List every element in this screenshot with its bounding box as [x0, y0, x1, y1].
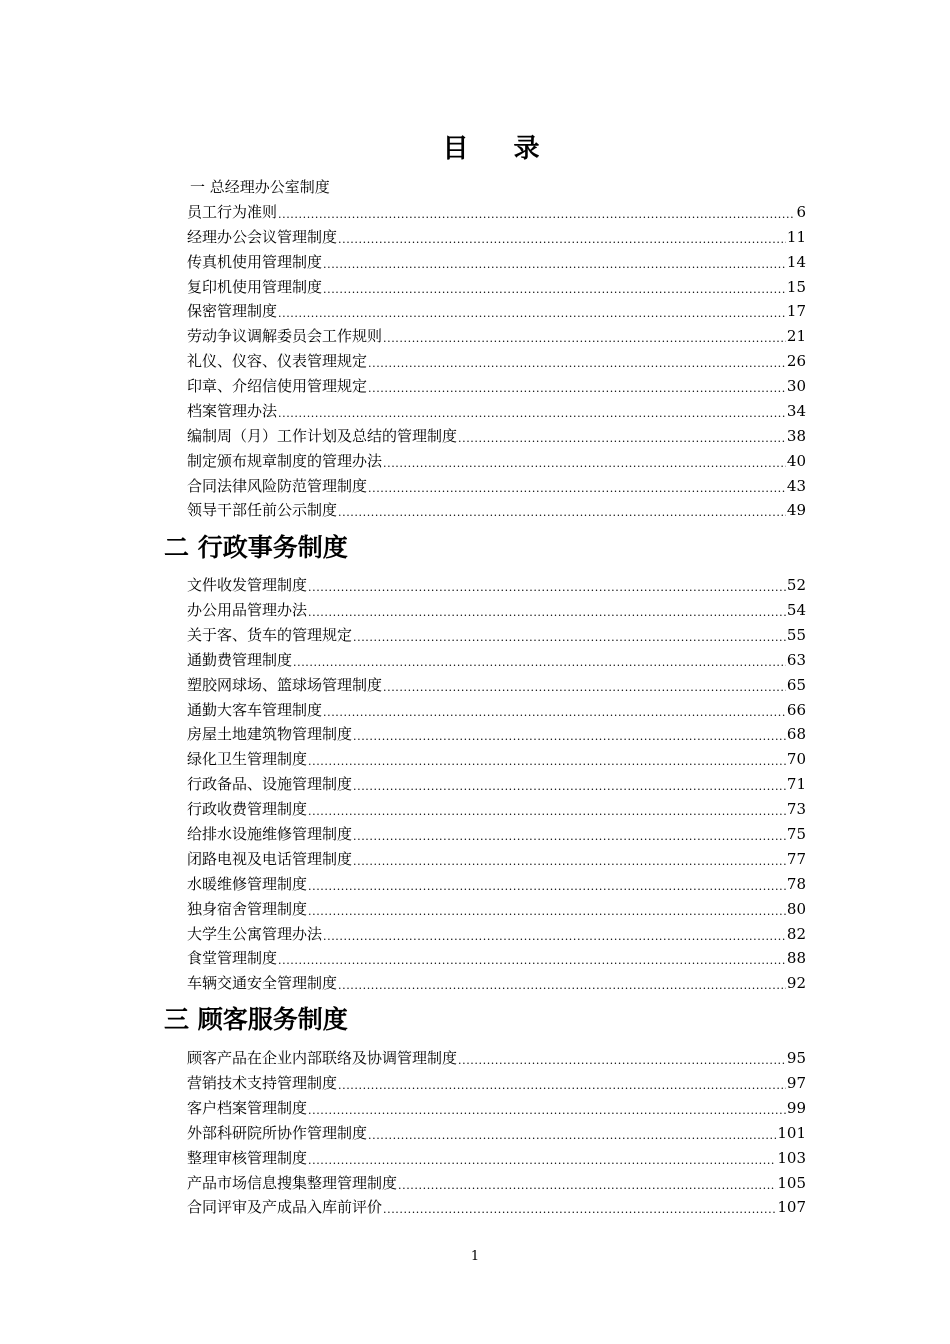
toc-entry-page: 52: [786, 576, 806, 594]
toc-entry[interactable]: [187, 847, 806, 869]
dot-leader: [368, 376, 786, 396]
toc-entry-label: 办公用品管理办法: [187, 601, 308, 619]
toc-entry-label: 制定颁布规章制度的管理办法: [187, 452, 383, 470]
toc-entry[interactable]: [187, 772, 806, 794]
toc-entry[interactable]: [187, 872, 806, 894]
toc-entry[interactable]: [187, 399, 806, 421]
toc-entry[interactable]: [187, 424, 806, 446]
toc-entry-label: 经理办公会议管理制度: [187, 228, 338, 246]
dot-leader: [383, 326, 786, 346]
toc-entry[interactable]: [187, 449, 806, 471]
toc-entry-label: 印章、介绍信使用管理规定: [187, 377, 368, 395]
dot-leader: [308, 899, 786, 919]
dot-leader: [383, 675, 786, 695]
toc-entry-label: 客户档案管理制度: [187, 1099, 308, 1117]
dot-leader: [368, 1123, 776, 1143]
toc-entry-label: 营销技术支持管理制度: [187, 1074, 338, 1092]
toc-entry[interactable]: [187, 1195, 806, 1217]
toc-entry-page: 30: [786, 377, 806, 395]
toc-entry-page: 82: [786, 925, 806, 943]
toc-entry[interactable]: [187, 1071, 806, 1093]
dot-leader: [368, 351, 786, 371]
toc-entry-label: 食堂管理制度: [187, 949, 278, 967]
dot-leader: [338, 500, 786, 520]
toc-entry[interactable]: [187, 797, 806, 819]
toc-entry-label: 塑胶网球场、篮球场管理制度: [187, 676, 383, 694]
toc-entry-label: 劳动争议调解委员会工作规则: [187, 327, 383, 345]
dot-leader: [308, 799, 786, 819]
toc-entry-label: 档案管理办法: [187, 402, 278, 420]
toc-entry-page: 49: [786, 501, 806, 519]
toc-entry-page: 80: [786, 900, 806, 918]
toc-entry-page: 63: [786, 651, 806, 669]
toc-entry-page: 65: [786, 676, 806, 694]
dot-leader: [353, 849, 786, 869]
toc-entry[interactable]: [187, 971, 806, 993]
toc-entry-label: 合同评审及产成品入库前评价: [187, 1198, 383, 1216]
toc-entry[interactable]: [187, 225, 806, 247]
toc-entry-page: 38: [786, 427, 806, 445]
dot-leader: [308, 600, 786, 620]
section-heading-2: 二 行政事务制度: [164, 533, 348, 562]
toc-entry-page: 78: [786, 875, 806, 893]
toc-entry-label: 通勤大客车管理制度: [187, 701, 323, 719]
toc-entry-page: 15: [786, 278, 806, 296]
toc-entry[interactable]: [187, 498, 806, 520]
toc-entry-page: 88: [786, 949, 806, 967]
toc-entry-label: 车辆交通安全管理制度: [187, 974, 338, 992]
toc-entry-page: 6: [796, 203, 806, 221]
toc-entry-page: 92: [786, 974, 806, 992]
dot-leader: [353, 824, 786, 844]
toc-entry-page: 66: [786, 701, 806, 719]
toc-entry[interactable]: [187, 250, 806, 272]
toc-entry-page: 11: [786, 228, 806, 246]
dot-leader: [338, 973, 786, 993]
toc-entry-label: 合同法律风险防范管理制度: [187, 477, 368, 495]
dot-leader: [308, 1148, 776, 1168]
dot-leader: [278, 948, 786, 968]
dot-leader: [308, 749, 786, 769]
toc-entry[interactable]: [187, 324, 806, 346]
toc-entry[interactable]: [187, 200, 806, 222]
toc-entry-label: 复印机使用管理制度: [187, 278, 323, 296]
dot-leader: [323, 924, 786, 944]
section-heading-3: 三 顾客服务制度: [164, 1005, 348, 1034]
toc-entry[interactable]: [187, 299, 806, 321]
toc-entry[interactable]: [187, 598, 806, 620]
dot-leader: [353, 625, 786, 645]
toc-entry-page: 75: [786, 825, 806, 843]
toc-entry-page: 14: [786, 253, 806, 271]
dot-leader: [383, 451, 786, 471]
toc-entry-label: 礼仪、仪容、仪表管理规定: [187, 352, 368, 370]
toc-entry-page: 107: [777, 1198, 806, 1216]
toc-entry[interactable]: [187, 474, 806, 496]
toc-entry-page: 17: [786, 302, 806, 320]
toc-entry-label: 传真机使用管理制度: [187, 253, 323, 271]
dot-leader: [308, 575, 786, 595]
toc-entry-label: 水暖维修管理制度: [187, 875, 308, 893]
toc-entry[interactable]: [187, 1171, 806, 1193]
dot-leader: [323, 700, 786, 720]
dot-leader: [353, 774, 786, 794]
toc-entry[interactable]: [187, 374, 806, 396]
toc-entry-page: 68: [786, 725, 806, 743]
toc-entry-page: 21: [786, 327, 806, 345]
toc-entry-label: 行政备品、设施管理制度: [187, 775, 353, 793]
toc-entry-page: 99: [786, 1099, 806, 1117]
toc-entry-label: 房屋土地建筑物管理制度: [187, 725, 353, 743]
toc-entry-label: 给排水设施维修管理制度: [187, 825, 353, 843]
toc-entry[interactable]: [187, 747, 806, 769]
dot-leader: [398, 1173, 776, 1193]
toc-entry-label: 行政收费管理制度: [187, 800, 308, 818]
dot-leader: [383, 1197, 776, 1217]
page-number: 1: [470, 1249, 480, 1264]
toc-entry[interactable]: [187, 275, 806, 297]
toc-entry[interactable]: [187, 573, 806, 595]
toc-entry[interactable]: [187, 1046, 806, 1068]
toc-entry-label: 文件收发管理制度: [187, 576, 308, 594]
dot-leader: [368, 476, 786, 496]
toc-entry-page: 34: [786, 402, 806, 420]
dot-leader: [278, 202, 795, 222]
dot-leader: [353, 724, 786, 744]
toc-entry-label: 保密管理制度: [187, 302, 278, 320]
dot-leader: [293, 650, 786, 670]
toc-entry-page: 40: [786, 452, 806, 470]
dot-leader: [338, 227, 786, 247]
toc-entry-page: 101: [777, 1124, 806, 1142]
toc-entry-page: 70: [786, 750, 806, 768]
toc-entry-label: 顾客产品在企业内部联络及协调管理制度: [187, 1049, 458, 1067]
toc-entry-page: 103: [777, 1149, 806, 1167]
dot-leader: [323, 277, 786, 297]
toc-entry-label: 整理审核管理制度: [187, 1149, 308, 1167]
toc-entry[interactable]: [187, 623, 806, 645]
toc-entry-page: 77: [786, 850, 806, 868]
dot-leader: [278, 301, 786, 321]
toc-entry-page: 55: [786, 626, 806, 644]
toc-entry-page: 73: [786, 800, 806, 818]
toc-entry-label: 闭路电视及电话管理制度: [187, 850, 353, 868]
toc-entry[interactable]: [187, 822, 806, 844]
toc-entry[interactable]: [187, 698, 806, 720]
toc-entry-page: 95: [786, 1049, 806, 1067]
toc-entry-label: 绿化卫生管理制度: [187, 750, 308, 768]
toc-entry-page: 54: [786, 601, 806, 619]
dot-leader: [323, 252, 786, 272]
toc-entry-label: 领导干部任前公示制度: [187, 501, 338, 519]
toc-title: 目 录: [442, 134, 558, 164]
toc-entry[interactable]: [187, 1096, 806, 1118]
toc-entry[interactable]: [187, 1146, 806, 1168]
toc-entry[interactable]: [187, 1121, 806, 1143]
dot-leader: [338, 1073, 786, 1093]
toc-entry-page: 105: [777, 1174, 806, 1192]
dot-leader: [308, 874, 786, 894]
toc-entry-label: 外部科研院所协作管理制度: [187, 1124, 368, 1142]
toc-entry-label: 产品市场信息搜集整理管理制度: [187, 1174, 398, 1192]
toc-entry-label: 通勤费管理制度: [187, 651, 293, 669]
toc-entry[interactable]: [187, 673, 806, 695]
toc-entry-page: 43: [786, 477, 806, 495]
toc-entry-page: 71: [786, 775, 806, 793]
toc-entry[interactable]: [187, 722, 806, 744]
dot-leader: [458, 426, 786, 446]
toc-entry[interactable]: [187, 648, 806, 670]
toc-entry-label: 独身宿舍管理制度: [187, 900, 308, 918]
dot-leader: [458, 1048, 786, 1068]
toc-entry-label: 关于客、货车的管理规定: [187, 626, 353, 644]
dot-leader: [278, 401, 786, 421]
section-heading-1: 一 总经理办公室制度: [190, 178, 330, 196]
toc-entry-label: 大学生公寓管理办法: [187, 925, 323, 943]
toc-entry[interactable]: [187, 897, 806, 919]
toc-entry[interactable]: [187, 922, 806, 944]
toc-entry-label: 编制周（月）工作计划及总结的管理制度: [187, 427, 458, 445]
toc-entry-page: 97: [786, 1074, 806, 1092]
toc-entry[interactable]: [187, 349, 806, 371]
toc-entry-label: 员工行为准则: [187, 203, 278, 221]
dot-leader: [308, 1098, 786, 1118]
toc-entry[interactable]: [187, 946, 806, 968]
toc-entry-page: 26: [786, 352, 806, 370]
